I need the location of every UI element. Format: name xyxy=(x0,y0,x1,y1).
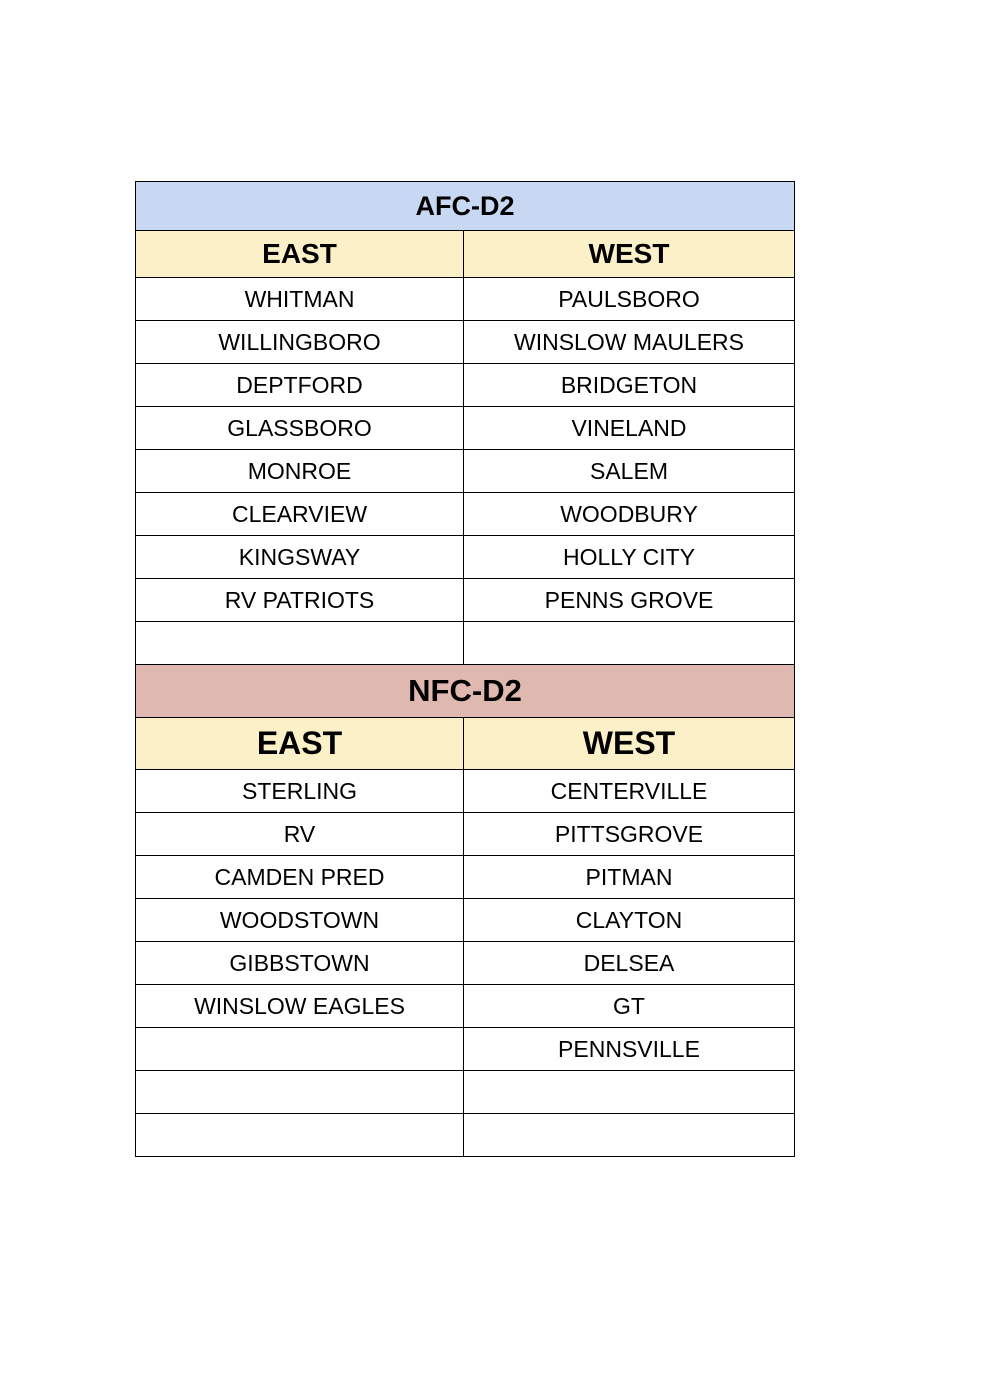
nfc-east-team: GIBBSTOWN xyxy=(136,942,464,985)
nfc-row xyxy=(136,1028,795,1071)
afc-header-row xyxy=(136,231,795,278)
afc-west-team: WOODBURY xyxy=(464,493,795,536)
afc-east-team: RV PATRIOTS xyxy=(136,579,464,622)
nfc-east-team: CAMDEN PRED xyxy=(136,856,464,899)
nfc-east-team: RV xyxy=(136,813,464,856)
afc-east-team: WILLINGBORO xyxy=(136,321,464,364)
nfc-west-team: CENTERVILLE xyxy=(464,770,795,813)
afc-west-header: WEST xyxy=(464,231,795,278)
afc-row xyxy=(136,450,795,493)
afc-row xyxy=(136,493,795,536)
nfc-row xyxy=(136,1114,795,1157)
nfc-row xyxy=(136,899,795,942)
nfc-east-team xyxy=(136,1071,464,1114)
nfc-west-team: PITTSGROVE xyxy=(464,813,795,856)
nfc-east-team: WINSLOW EAGLES xyxy=(136,985,464,1028)
nfc-row xyxy=(136,813,795,856)
afc-row xyxy=(136,536,795,579)
nfc-west-team: PITMAN xyxy=(464,856,795,899)
nfc-east-header: EAST xyxy=(136,718,464,770)
nfc-row xyxy=(136,942,795,985)
afc-west-team: HOLLY CITY xyxy=(464,536,795,579)
afc-east-team: KINGSWAY xyxy=(136,536,464,579)
nfc-east-team: STERLING xyxy=(136,770,464,813)
afc-east-team: DEPTFORD xyxy=(136,364,464,407)
afc-east-team: GLASSBORO xyxy=(136,407,464,450)
afc-row xyxy=(136,622,795,665)
afc-title: AFC-D2 xyxy=(136,182,795,231)
afc-east-team: CLEARVIEW xyxy=(136,493,464,536)
nfc-west-team: GT xyxy=(464,985,795,1028)
afc-row xyxy=(136,278,795,321)
afc-west-team: SALEM xyxy=(464,450,795,493)
nfc-west-team xyxy=(464,1114,795,1157)
afc-west-team: PENNS GROVE xyxy=(464,579,795,622)
nfc-row xyxy=(136,1071,795,1114)
nfc-west-team: DELSEA xyxy=(464,942,795,985)
nfc-west-header: WEST xyxy=(464,718,795,770)
afc-row xyxy=(136,407,795,450)
nfc-west-team xyxy=(464,1071,795,1114)
nfc-east-team xyxy=(136,1114,464,1157)
nfc-west-team: CLAYTON xyxy=(464,899,795,942)
afc-west-team: PAULSBORO xyxy=(464,278,795,321)
nfc-header-row xyxy=(136,718,795,770)
afc-east-header: EAST xyxy=(136,231,464,278)
nfc-east-team xyxy=(136,1028,464,1071)
afc-west-team xyxy=(464,622,795,665)
afc-east-team: WHITMAN xyxy=(136,278,464,321)
nfc-row xyxy=(136,985,795,1028)
nfc-row xyxy=(136,770,795,813)
afc-row xyxy=(136,321,795,364)
nfc-title-row xyxy=(136,665,795,718)
nfc-east-team: WOODSTOWN xyxy=(136,899,464,942)
afc-title-row xyxy=(136,182,795,231)
division-table xyxy=(135,181,795,1157)
nfc-title: NFC-D2 xyxy=(136,665,795,718)
afc-west-team: BRIDGETON xyxy=(464,364,795,407)
afc-row xyxy=(136,579,795,622)
nfc-west-team: PENNSVILLE xyxy=(464,1028,795,1071)
nfc-row xyxy=(136,856,795,899)
afc-east-team: MONROE xyxy=(136,450,464,493)
afc-west-team: VINELAND xyxy=(464,407,795,450)
afc-east-team xyxy=(136,622,464,665)
afc-west-team: WINSLOW MAULERS xyxy=(464,321,795,364)
afc-row xyxy=(136,364,795,407)
